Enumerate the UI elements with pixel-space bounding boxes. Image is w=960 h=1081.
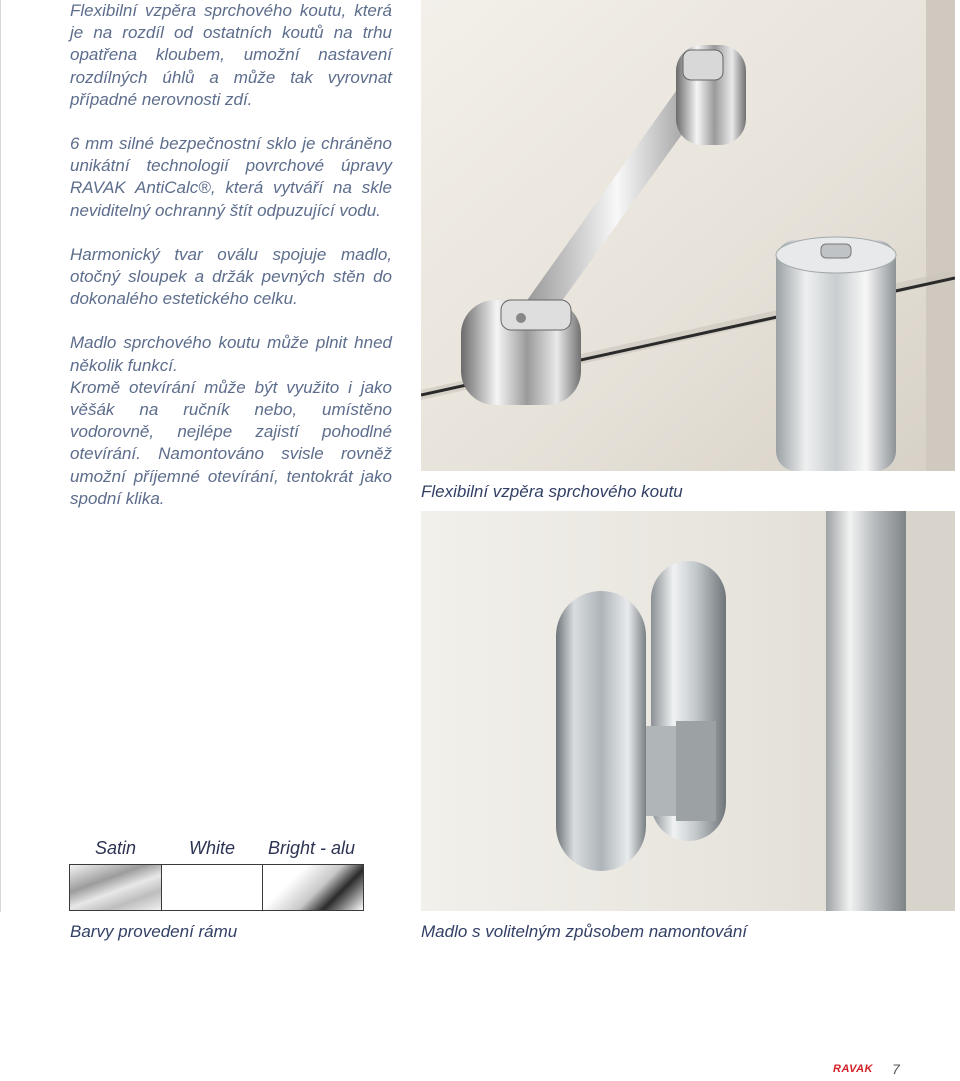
strut-photo-caption: Flexibilní vzpěra sprchového koutu bbox=[421, 482, 683, 501]
swatch-bright-alu bbox=[262, 865, 363, 910]
paragraph-glass: 6 mm silné bezpečnostní sklo je chráněno unikátní technologií povrchové úpravy RAVAK AntiCalc®, která vytváří na skle neviditelný ochranný štít odpuzující vodu. bbox=[70, 134, 392, 220]
paragraph-handle-detail: Kromě otevírání může být využito i jako věšák na ručník nebo, umístěno vodorovně, nejlépe zajistí pohodlné otevírání. Namontováno svisle rovněž umožní příjemné otevírání, tentokrát jako spodní klika. bbox=[70, 377, 392, 508]
swatch-white bbox=[161, 865, 262, 910]
strut-photo bbox=[421, 0, 955, 471]
paragraph-handle-intro: Madlo sprchového koutu může plnit hned několik funkcí. bbox=[70, 333, 392, 375]
ravak-logo: RAVAK bbox=[833, 1063, 873, 1075]
handle-photo-caption: Madlo s volitelným způsobem namontování bbox=[421, 922, 747, 941]
swatch-label-satin: Satin bbox=[95, 838, 137, 858]
swatch-caption: Barvy provedení rámu bbox=[70, 922, 238, 941]
paragraph-strut: Flexibilní vzpěra sprchového koutu, která je na rozdíl od ostatních koutů na trhu opatřena kloubem, umožní nastavení rozdílných úhlů a může tak vyrovnat případné nerovnosti zdí. bbox=[70, 1, 392, 109]
page-edge-line bbox=[0, 0, 1, 912]
color-swatches bbox=[69, 864, 364, 911]
swatch-satin bbox=[70, 865, 161, 910]
swatch-label-bright-alu: Bright - alu bbox=[268, 838, 356, 858]
handle-photo bbox=[421, 511, 955, 911]
page-number: 7 bbox=[892, 1061, 900, 1077]
swatch-label-white: White bbox=[189, 838, 236, 858]
description-column bbox=[70, 0, 392, 510]
paragraph-oval: Harmonický tvar oválu spojuje madlo, otočný sloupek a držák pevných stěn do dokonalého estetického celku. bbox=[70, 244, 392, 309]
